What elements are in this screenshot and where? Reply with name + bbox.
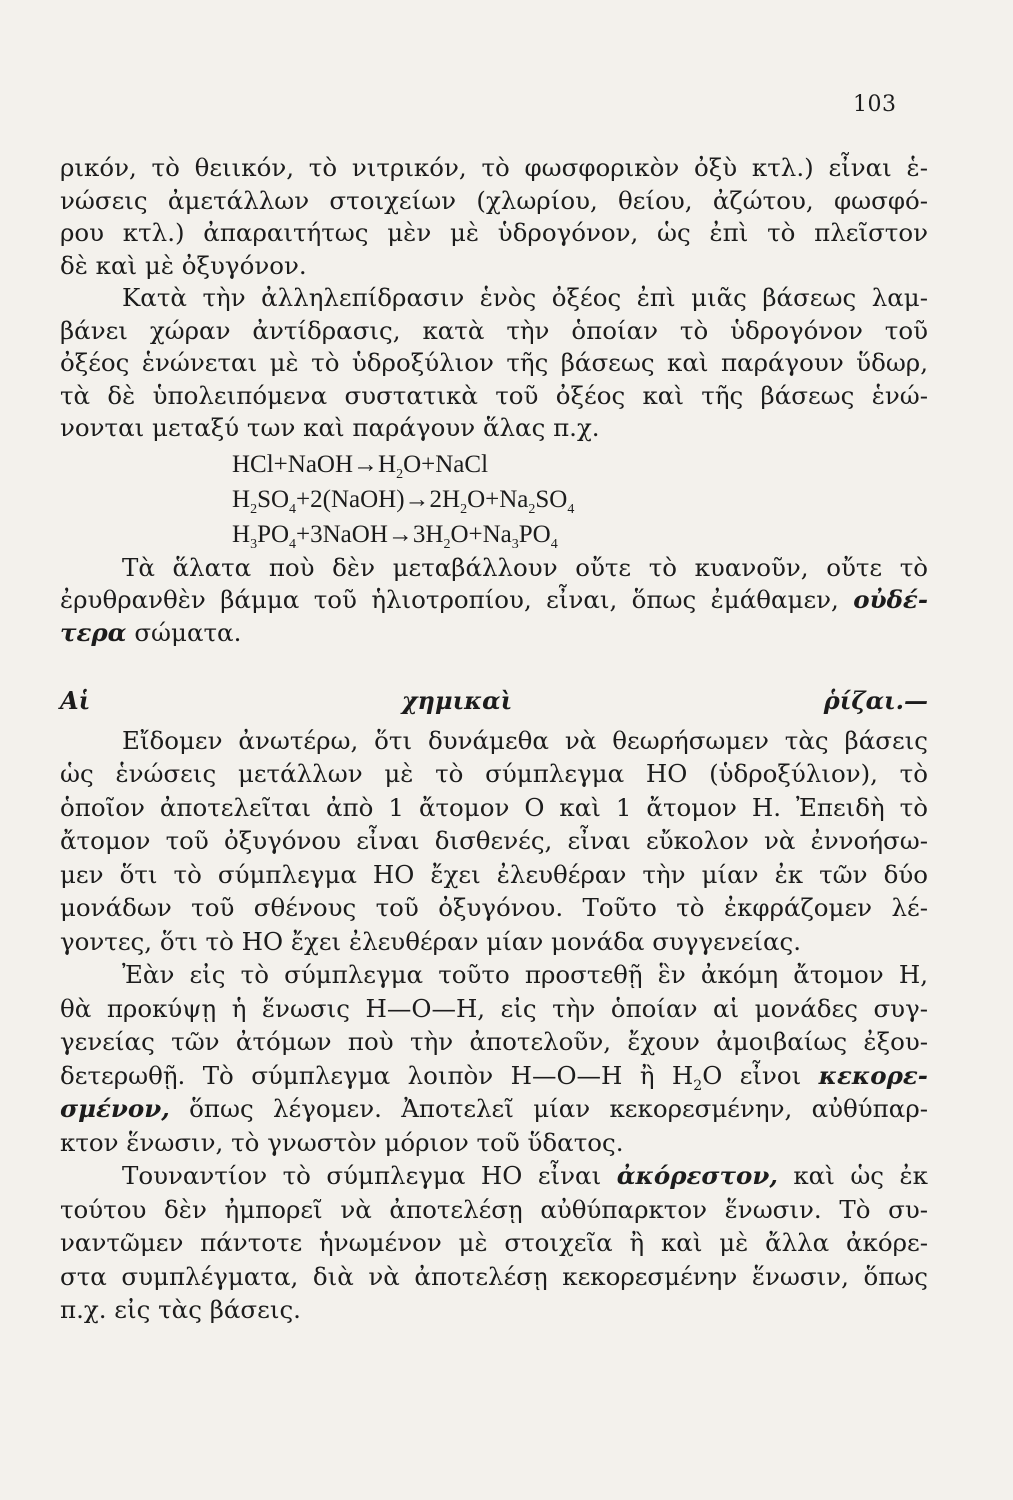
reaction-equations (232, 447, 928, 552)
section-heading: Αἱ χημικαὶ ῥίζαι.— (60, 686, 928, 715)
text-line: Ἐὰν εἰς τὸ σύμπλεγμα τοῦτο προστεθῇ ἓν ἀκόμη ἄτομον H, (122, 960, 928, 989)
page-number: 103 (853, 92, 897, 117)
section-chemical-radicals (60, 724, 928, 1327)
text-line: δετερωθῇ. Τὸ σύμπλεγμα λοιπὸν H—O—H ἢ $H_2O$ εἶνοι κεκορε- (60, 1060, 928, 1094)
paragraph-hydroxyl (60, 724, 928, 959)
text-line: στα συμπλέγματα, διὰ νὰ ἀποτελέσῃ κεκορεσμένην ἕνωσιν, ὅπως (60, 1261, 928, 1291)
text-line: δὲ καὶ μὲ ὀξυγόνον. (60, 250, 307, 280)
text-line: τερα σώματα. (60, 617, 242, 647)
paragraph-neutral-salts (60, 552, 928, 650)
paragraph-water-molecule (60, 958, 928, 1159)
text-line: θὰ προκύψῃ ἡ ἕνωσις H—O—H, εἰς τὴν ὁποίαν αἱ μονάδες συγ- (60, 993, 928, 1023)
text-line: ὀξέος ἑνώνεται μὲ τὸ ὑδροξύλιον τῆς βάσεως καὶ παράγουν ὕδωρ, (60, 348, 928, 377)
equation-h2so4-naoh: $H_2SO_4+2(NaOH)\to 2H_2O+Na_2SO_4$ (232, 485, 575, 517)
text-line: νονται μεταξύ των καὶ παράγουν ἅλας π.χ. (60, 413, 600, 442)
emphasis-term: κεκορε- (818, 1060, 928, 1090)
text-line: π.χ. εἰς τὰς βάσεις. (60, 1295, 301, 1324)
emphasis-term: οὐδέ- (853, 585, 928, 614)
text-line: Κατὰ τὴν ἀλληλεπίδρασιν ἑνὸς ὀξέος ἐπὶ μιᾶς βάσεως λαμ- (122, 283, 928, 312)
text-line: ρικόν, τὸ θειικόν, τὸ νιτρικόν, τὸ φωσφορικὸν ὀξὺ κτλ.) εἶναι ἑ- (60, 153, 928, 182)
text-line: βάνει χώραν ἀντίδρασις, κατὰ τὴν ὁποίαν τὸ ὑδρογόνον τοῦ (60, 315, 928, 345)
equation-hcl-naoh: $HCl+NaOH\to H_2O+NaCl$ (232, 450, 489, 482)
text-line: Τουναντίον τὸ σύμπλεγμα HO εἶναι ἀκόρεστον, καὶ ὡς ἐκ (122, 1161, 928, 1190)
paragraph-acids-continued (60, 152, 928, 282)
text-line: νώσεις ἀμετάλλων στοιχείων (χλωρίου, θείου, ἀζώτου, φωσφό- (60, 185, 928, 215)
text-line: γενείας τῶν ἀτόμων ποὺ τὴν ἀποτελοῦν, ἔχουν ἀμοιβαίως ἐξου- (60, 1027, 928, 1056)
text-line: γοντες, ὅτι τὸ HO ἔχει ἐλευθέραν μίαν μονάδα συγγενείας. (60, 926, 802, 956)
emphasis-term: σμένον, (60, 1094, 170, 1123)
equation-h3po4-naoh: $H_3PO_4+3NaOH\to 3H_2O+Na_3PO_4$ (232, 520, 558, 552)
text-line: ἄτομον τοῦ ὀξυγόνου εἶναι δισθενές, εἶναι εὔκολον νὰ ἐννοήσω- (60, 826, 928, 855)
text-line: ἐρυθρανθὲν βάμμα τοῦ ἡλιοτροπίου, εἶναι, ὅπως ἐμάθαμεν, οὐδέ- (60, 585, 928, 614)
text-line: ὡς ἑνώσεις μετάλλων μὲ τὸ σύμπλεγμα HO (ὑδροξύλιον), τὸ (60, 759, 928, 788)
paragraph-unsaturated (60, 1159, 928, 1327)
emphasis-term: ἀκόρεστον, (616, 1161, 778, 1190)
text-line: μονάδων τοῦ σθένους τοῦ ὀξυγόνου. Τοῦτο τὸ ἐκφράζομεν λέ- (60, 893, 928, 922)
text-line: Εἴδομεν ἀνωτέρω, ὅτι δυνάμεθα νὰ θεωρήσωμεν τὰς βάσεις (122, 725, 928, 755)
text-line: σμένον, ὅπως λέγομεν. Ἀποτελεῖ μίαν κεκορεσμένην, αὐθύπαρ- (60, 1094, 928, 1123)
text-line: ὁποῖον ἀποτελεῖται ἀπὸ 1 ἄτομον O καὶ 1 ἄτομον H. Ἐπειδὴ τὸ (60, 792, 928, 822)
text-line: Τὰ ἅλατα ποὺ δὲν μεταβάλλουν οὔτε τὸ κυανοῦν, οὔτε τὸ (122, 552, 928, 582)
text-line: μεν ὅτι τὸ σύμπλεγμα HO ἔχει ἐλευθέραν τὴν μίαν ἐκ τῶν δύο (60, 859, 928, 889)
text-line: τὰ δὲ ὑπολειπόμενα συστατικὰ τοῦ ὀξέος καὶ τῆς βάσεως ἑνώ- (60, 380, 928, 410)
emphasis-term: τερα (60, 617, 127, 647)
text-line: ρου κτλ.) ἀπαραιτήτως μὲν μὲ ὑδρογόνον, ὡς ἐπὶ τὸ πλεῖστον (60, 218, 928, 247)
text-line: τούτου δὲν ἠμπορεῖ νὰ ἀποτελέσῃ αὐθύπαρκτον ἕνωσιν. Τὸ συ- (60, 1194, 928, 1224)
page-body (60, 152, 928, 1327)
text-line: ναντῶμεν πάντοτε ἡνωμένον μὲ στοιχεῖα ἢ καὶ μὲ ἄλλα ἀκόρε- (60, 1228, 928, 1257)
paragraph-neutralization (60, 282, 928, 445)
text-line: κτον ἕνωσιν, τὸ γνωστὸν μόριον τοῦ ὕδατος. (60, 1127, 624, 1157)
